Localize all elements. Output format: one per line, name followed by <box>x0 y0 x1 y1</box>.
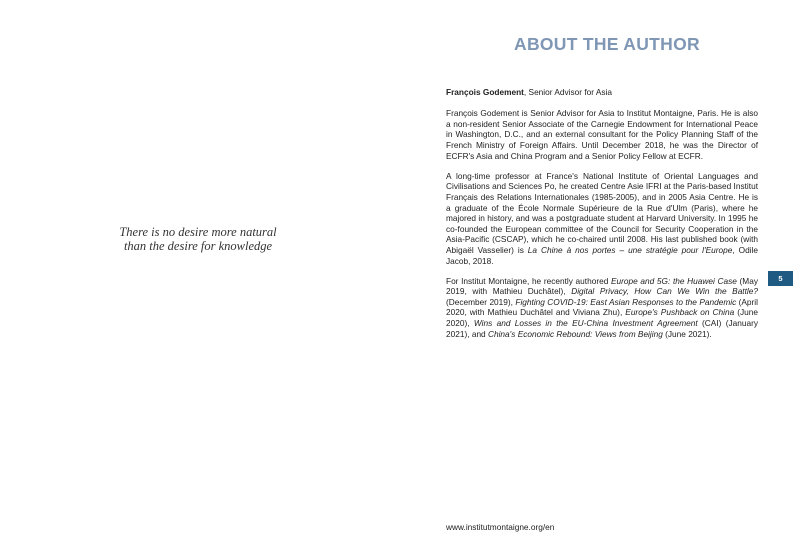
section-heading: ABOUT THE AUTHOR <box>514 34 700 54</box>
author-role: , Senior Advisor for Asia <box>523 87 613 97</box>
bio-paragraph-1: François Godement is Senior Advisor for Asia to Institut Montaigne, Paris. He is also a non-resident Senior Associate of the Carnegie Endowment for International Peace in Washington, D.C., and an external consultant for the Policy Planning Staff of the French Ministry of Foreign Affairs. Until December 2018, he was the Director of ECFR's Asia and China Program and a Senior Policy Fellow at ECFR. <box>446 108 758 161</box>
work-title-1: Europe and 5G: the Huawei Case <box>610 275 737 286</box>
work-title-4: Europe's Pushback on China <box>625 307 735 318</box>
left-page <box>0 0 396 545</box>
bio-paragraph-3 <box>446 276 758 340</box>
footer-url[interactable]: www.institutmontaigne.org/en <box>446 522 555 532</box>
quote-line-1: There is no desire more natural <box>119 225 277 239</box>
work-title-3: Fighting COVID-19: East Asian Responses to the Pandemic <box>515 296 737 307</box>
epigraph-quote <box>0 225 396 253</box>
p3-text-2: (May 2019, with Mathieu Duchâtel), <box>446 275 758 297</box>
work-title-2: Digital Privacy, How Can We Win the Battle? <box>571 286 758 297</box>
p3-text-1: For Institut Montaigne, he recently authored <box>446 275 611 286</box>
work-title-6: China's Economic Rebound: Views from Beijing <box>487 328 663 339</box>
work-title-5: Wins and Losses in the EU-China Investment Agreement <box>473 318 698 329</box>
p3-text-6: (CAI) (January 2021), and <box>446 318 758 339</box>
bio-paragraph-2 <box>446 171 758 266</box>
quote-line-2: than the desire for knowledge <box>123 239 273 253</box>
p3-text-3: (December 2019), <box>446 296 516 307</box>
p3-text-4: (April 2020, with Mathieu Duchâtel and Viviana Zhu), <box>446 296 758 318</box>
bio-paragraph-2-text: A long-time professor at France's National Institute of Oriental Languages and Civilisations and Sciences Po, he created Centre Asie IFRI at the Paris-based Institut Français des Relations Internationales (1985-2005), and in 2005 Asia Centre. He is a graduate of the École Normale Supérieure de la Rue d'Ulm (Paris), where he majored in history, and was a postgraduate student at Harvard University. In 1995 he co-founded the European committee of the Council for Security Cooperation in the Asia-Pacific (CSCAP), which he co-chaired until 2008. His last published book (with Abigaël Vasselier) is <box>446 170 758 255</box>
page-number-tab: 5 <box>768 271 793 286</box>
p3-text-7: (June 2021). <box>662 328 712 339</box>
bio-paragraph-2-end: , Odile Jacob, 2018. <box>446 244 758 266</box>
author-byline <box>446 87 758 98</box>
p3-text-5: (June 2020), <box>446 307 759 329</box>
book-title: La Chine à nos portes – une stratégie pour l'Europe <box>527 244 733 255</box>
author-bio <box>446 87 758 349</box>
author-name: François Godement <box>446 87 524 97</box>
right-page <box>396 0 793 545</box>
